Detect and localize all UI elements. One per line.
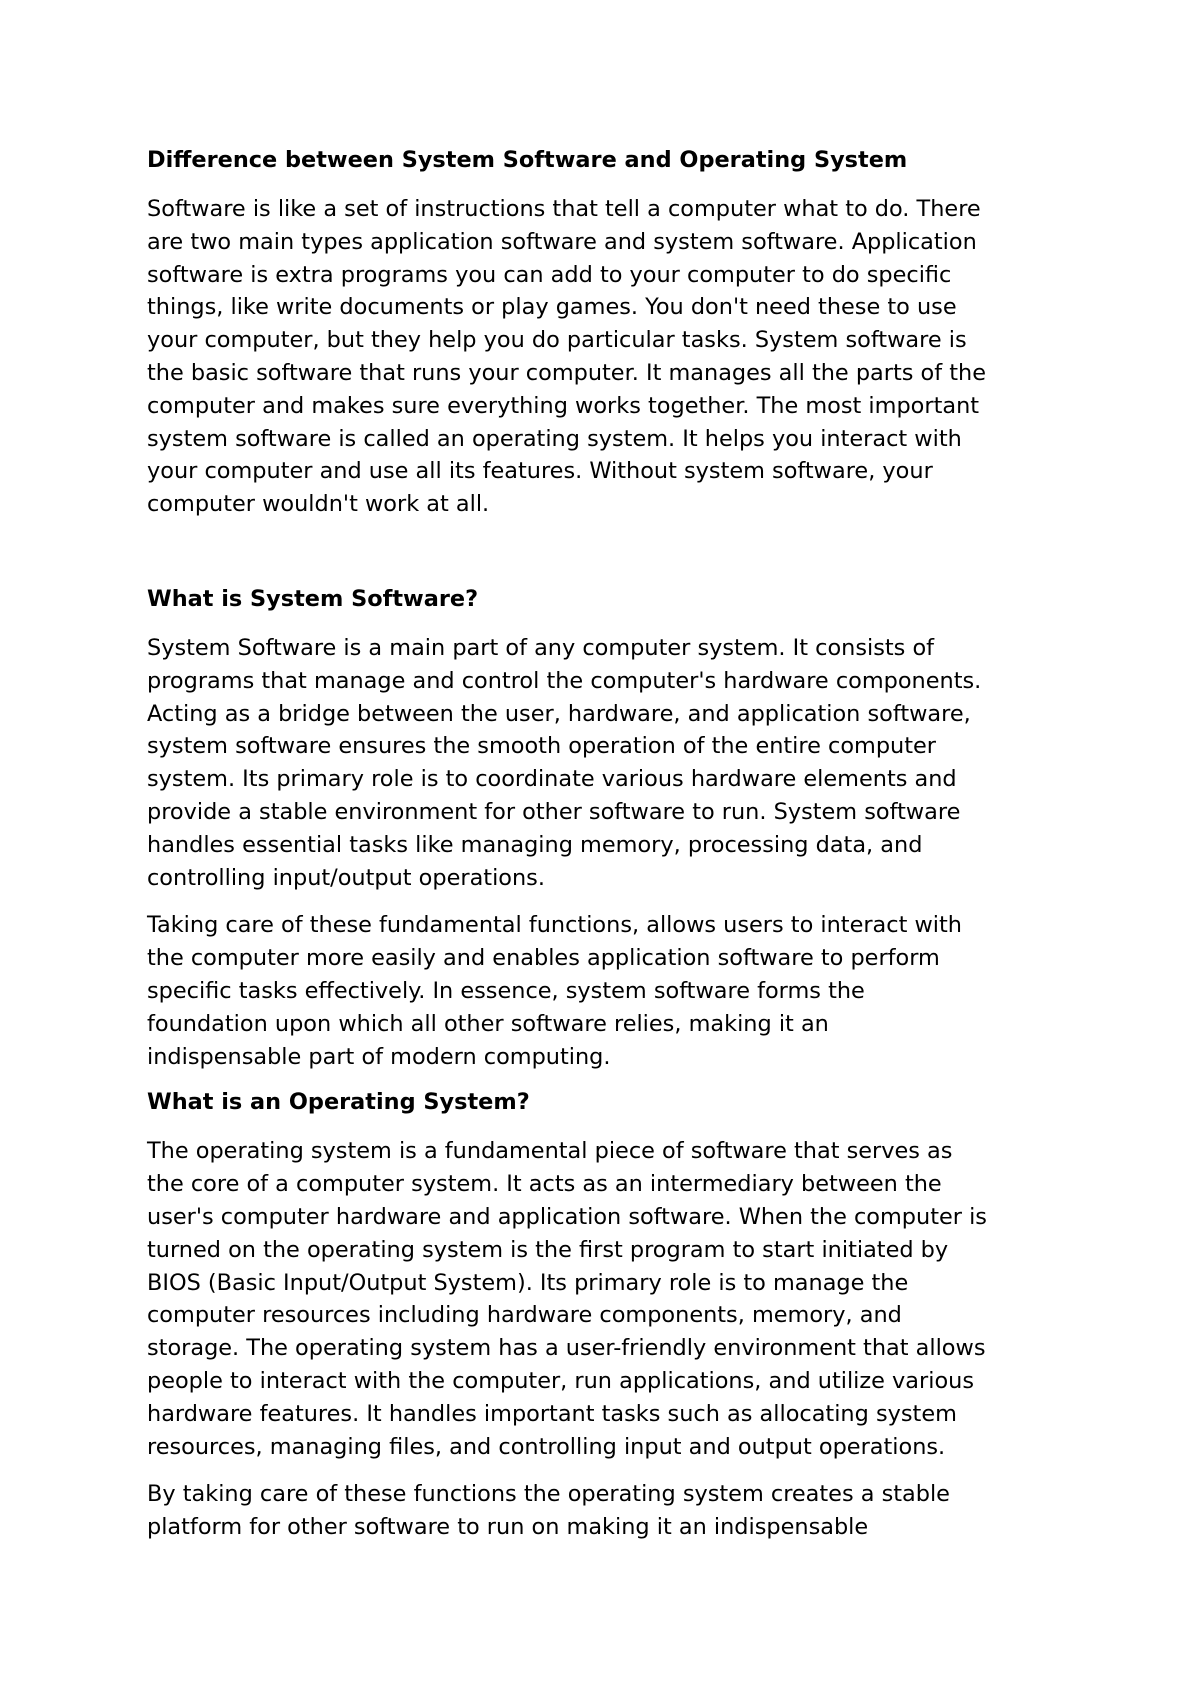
text-line: foundation upon which all other software relies, making it an [147,1010,829,1037]
text-line: user's computer hardware and application software. When the computer is [147,1203,987,1230]
text-line: the basic software that runs your computer. It manages all the parts of the [147,359,986,386]
operating-system-paragraph-1 [147,1135,1067,1463]
text-line: controlling input/output operations. [147,864,545,891]
text-line: software is extra programs you can add to your computer to do specific [147,261,952,288]
text-line: The operating system is a fundamental piece of software that serves as [147,1138,953,1165]
text-line: By taking care of these functions the operating system creates a stable [147,1481,950,1508]
text-line: the core of a computer system. It acts as an intermediary between the [147,1171,942,1198]
text-line: Taking care of these fundamental functions, allows users to interact with [147,912,962,939]
document-title: Difference between System Software and Operating System [147,147,908,173]
text-line: programs that manage and control the computer's hardware components. [147,667,982,694]
intro-paragraph [147,193,1067,521]
text-line: system. Its primary role is to coordinate various hardware elements and [147,766,957,793]
text-line: BIOS (Basic Input/Output System). Its primary role is to manage the [147,1269,909,1296]
text-line: Acting as a bridge between the user, hardware, and application software, [147,700,971,727]
text-line: your computer, but they help you do particular tasks. System software is [147,327,967,354]
text-line: storage. The operating system has a user-friendly environment that allows [147,1335,986,1362]
text-line: platform for other software to run on making it an indispensable [147,1514,869,1541]
text-line: system software ensures the smooth operation of the entire computer [147,733,936,760]
text-line: turned on the operating system is the first program to start initiated by [147,1236,949,1263]
text-line: System Software is a main part of any computer system. It consists of [147,634,935,661]
text-line: computer and makes sure everything works together. The most important [147,392,980,419]
text-line: are two main types application software and system software. Application [147,228,977,255]
text-line: computer wouldn't work at all. [147,491,490,518]
text-line: resources, managing files, and controlling input and output operations. [147,1433,946,1460]
text-line: computer resources including hardware components, memory, and [147,1302,902,1329]
section-heading-operating-system: What is an Operating System? [147,1089,530,1116]
operating-system-paragraph-2 [147,1478,1067,1544]
system-software-paragraph-1 [147,632,1067,894]
text-line: people to interact with the computer, run applications, and utilize various [147,1367,974,1394]
text-line: indispensable part of modern computing. [147,1043,611,1070]
text-line: handles essential tasks like managing memory, processing data, and [147,831,923,858]
text-line: provide a stable environment for other software to run. System software [147,798,961,825]
text-line: hardware features. It handles important tasks such as allocating system [147,1400,957,1427]
text-line: system software is called an operating system. It helps you interact with [147,425,962,452]
section-heading-system-software: What is System Software? [147,585,479,612]
text-line: things, like write documents or play games. You don't need these to use [147,294,957,321]
text-line: Software is like a set of instructions that tell a computer what to do. There [147,196,981,222]
text-line: specific tasks effectively. In essence, system software forms the [147,977,865,1004]
system-software-paragraph-2 [147,909,1067,1073]
text-line: the computer more easily and enables application software to perform [147,945,940,972]
text-line: your computer and use all its features. Without system software, your [147,458,933,485]
document-page [147,143,1067,1544]
